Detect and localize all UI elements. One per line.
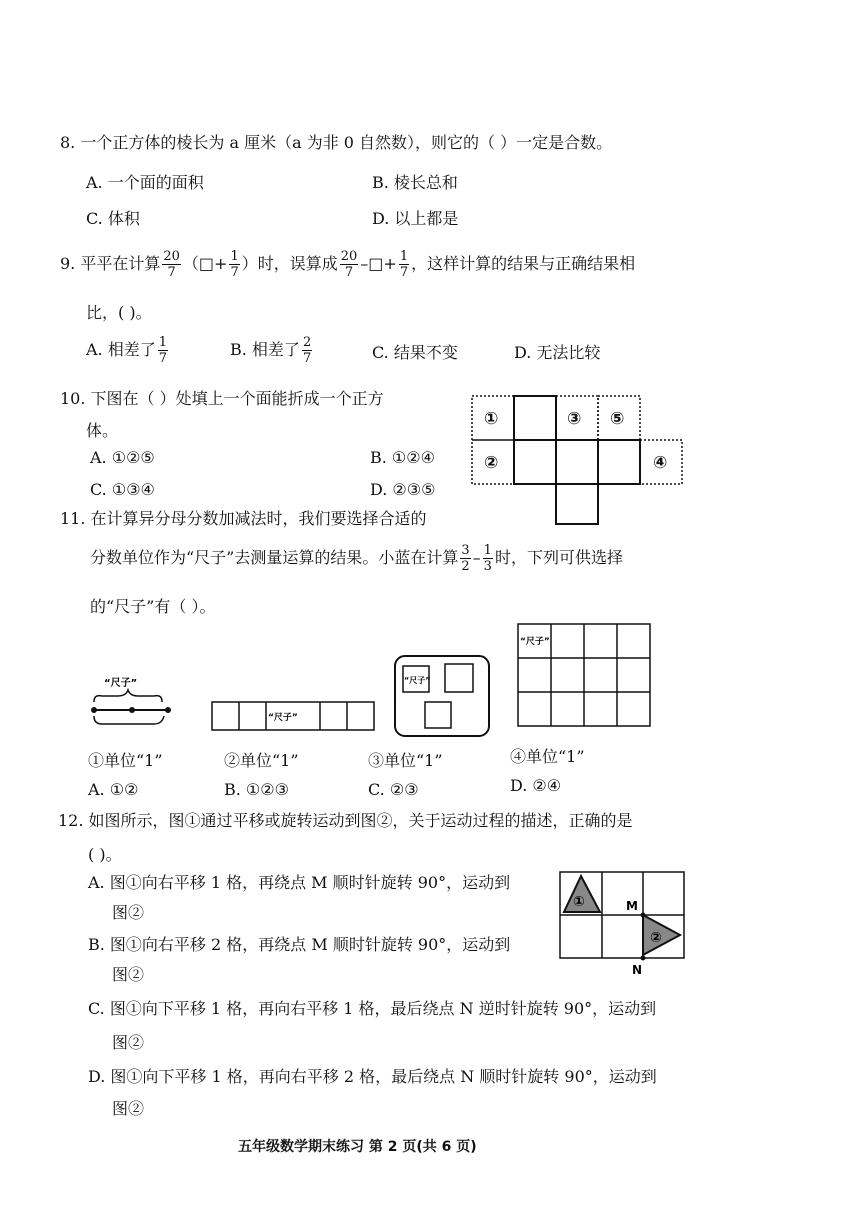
ruler-tag-2: “尺子” [268, 713, 298, 723]
q12-option-a-line2: 图② [112, 903, 145, 922]
q10-stem-1: 10. 下图在（ ）处填上一个面能折成一个正方 [60, 389, 384, 408]
net-square-bottom [556, 484, 598, 524]
q11-stem-3: 的“尺子”有（ ）。 [90, 597, 216, 616]
point-n-label: N [632, 963, 643, 977]
q12-option-d-line1: D. 图①向下平移 1 格，再向右平移 2 格，最后绕点 N 顺时针旋转 90°，运动到 [88, 1067, 657, 1086]
q12-option-a-line1: A. 图①向右平移 1 格，再绕点 M 顺时针旋转 90°，运动到 [88, 873, 511, 892]
q9-text-2: （□+ [182, 254, 228, 273]
net-square-mid2 [556, 440, 598, 484]
q9-option-c: C. 结果不变 [372, 343, 458, 362]
q12-option-c-line1: C. 图①向下平移 1 格，再向右平移 1 格，最后绕点 N 逆时针旋转 90°，运动到 [88, 999, 657, 1018]
cube-net-diagram [470, 392, 685, 528]
q11-option-a: A. ①② [88, 780, 139, 799]
q8-option-c: C. 体积 [86, 209, 140, 228]
q12-option-b-line1: B. 图①向右平移 2 格，再绕点 M 顺时针旋转 90°，运动到 [88, 935, 511, 954]
fraction-20-7: $\frac{20}{7}$ [163, 249, 180, 280]
fraction-20-7-b: $\frac{20}{7}$ [340, 249, 358, 280]
q10-stem-2: 体。 [86, 421, 119, 440]
figure-2-label: ② [650, 930, 662, 946]
q10-option-b: B. ①②④ [370, 448, 435, 467]
q11-stem-2: 分数单位作为“尺子”去测量运算的结果。小蓝在计算 $\frac{3}{2}$ – $\frac{1}{3}$ 时，下列可供选择 [90, 543, 623, 574]
q8-option-a: A. 一个面的面积 [86, 173, 204, 192]
net-square-top [514, 396, 556, 440]
net-label-3: ③ [567, 409, 582, 429]
net-label-5: ⑤ [610, 409, 625, 429]
q8-option-b: B. 棱长总和 [372, 173, 458, 192]
q9-option-d: D. 无法比较 [514, 343, 601, 362]
q9-text-3: ）时，误算成 [241, 254, 338, 273]
ruler-figure-2 [210, 700, 380, 734]
q11-option-c: C. ②③ [368, 780, 419, 799]
unit-label-3: ③单位“1” [368, 751, 443, 770]
fraction-b: $\frac{2}{7}$ [302, 335, 312, 366]
ruler-tag-1: “尺子” [104, 678, 138, 689]
fraction-1-3: $\frac{1}{3}$ [483, 543, 492, 574]
q9-line2: 比，( )。 [86, 303, 152, 322]
ruler-tag-4: “尺子” [520, 637, 550, 647]
fraction-a: $\frac{1}{7}$ [158, 335, 168, 366]
q10-option-a: A. ①②⑤ [90, 448, 155, 467]
net-label-1: ① [484, 409, 499, 429]
q9-stem [60, 244, 635, 284]
figure-1-label: ① [573, 894, 585, 910]
q10-option-d: D. ②③⑤ [370, 480, 436, 499]
q9-text-1: 9. 平平在计算 [60, 254, 161, 273]
q11-option-d: D. ②④ [510, 776, 562, 795]
ruler-figure-4 [516, 622, 654, 728]
q11-option-b: B. ①②③ [224, 780, 289, 799]
fraction-3-2: $\frac{3}{2}$ [461, 543, 470, 574]
net-label-4: ④ [653, 453, 668, 473]
fraction-1-7: $\frac{1}{7}$ [230, 249, 239, 280]
q8-option-d: D. 以上都是 [372, 209, 459, 228]
q9-option-a: A. 相差了 $\frac{1}{7}$ [86, 335, 168, 366]
q12-option-c-line2: 图② [112, 1033, 145, 1052]
ruler-figure-1 [88, 672, 178, 732]
q12-stem-1: 12. 如图所示，图①通过平移或旋转运动到图②，关于运动过程的描述，正确的是 [58, 811, 633, 830]
q12-stem-2: ( )。 [88, 845, 122, 864]
fraction-1-7-b: $\frac{1}{7}$ [399, 249, 409, 280]
unit-label-4: ④单位“1” [510, 747, 585, 766]
unit-label-1: ①单位“1” [88, 751, 163, 770]
net-label-2: ② [484, 453, 499, 473]
q8-stem: 8. 一个正方体的棱长为 a 厘米（a 为非 0 自然数），则它的（ ）一定是合数。 [60, 133, 613, 152]
page-footer: 五年级数学期末练习 第 2 页(共 6 页) [238, 1139, 477, 1155]
net-square-mid3 [598, 440, 640, 484]
q11-stem-1: 11. 在计算异分母分数加减法时，我们要选择合适的 [60, 509, 427, 528]
q9-text-5: ，这样计算的结果与正确结果相 [411, 254, 636, 273]
unit-label-2: ②单位“1” [224, 751, 299, 770]
rotation-grid-diagram [556, 868, 688, 980]
q12-option-d-line2: 图② [112, 1099, 145, 1118]
q9-text-4: –□+ [360, 254, 397, 273]
ruler-tag-3: “尺子” [404, 676, 431, 685]
q12-option-b-line2: 图② [112, 965, 145, 984]
net-square-mid1 [514, 440, 556, 484]
q10-option-c: C. ①③④ [90, 480, 155, 499]
ruler-figure-3 [393, 654, 493, 738]
point-m-label: M [626, 899, 638, 913]
q9-option-b: B. 相差了 $\frac{2}{7}$ [230, 335, 312, 366]
